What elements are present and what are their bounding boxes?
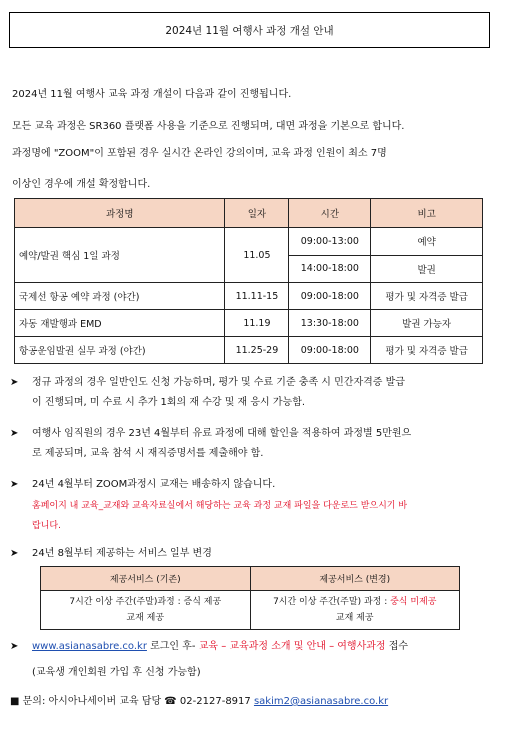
course-date: 11.11-15: [225, 283, 289, 310]
course-time: 14:00-18:00: [289, 255, 371, 283]
course-name: 국제선 항공 예약 과정 (야간): [15, 283, 225, 310]
course-note: 평가 및 자격증 발급: [371, 337, 483, 364]
bullet-line: 로 제공되며, 교육 참석 시 재직증명서를 제출해야 함.: [32, 448, 264, 459]
accept-text: 접수: [385, 641, 409, 652]
paragraph-zoom-text: 과정명에 "ZOOM"이 포함된 경우 실시간 온라인 강의이며, 교육 과정 인원이 최소 7명: [12, 148, 387, 159]
service-new-line: [253, 594, 458, 610]
bullet-item-general: [32, 373, 405, 413]
service-header-row: [41, 567, 460, 591]
signup-note: (교육생 개인회원 가입 후 신청 가능함): [32, 667, 201, 678]
arrow-bullet-icon: ➤: [10, 428, 19, 439]
course-date: 11.19: [225, 310, 289, 337]
course-note: 평가 및 자격증 발급: [371, 283, 483, 310]
website-link[interactable]: www.asianasabre.co.kr: [32, 641, 147, 652]
no-lunch-text: 중식 미제공: [390, 597, 437, 607]
table-row: [15, 337, 483, 364]
course-time: 13:30-18:00: [289, 310, 371, 337]
course-note: 예약: [371, 228, 483, 256]
intro-text: 2024년 11월 여행사 교육 과정 개설이 다음과 같이 진행됩니다.: [12, 89, 292, 100]
arrow-bullet-icon: ➤: [10, 479, 19, 490]
contact-label: ■ 문의: 아시아나세이버 교육 담당 ☎ 02-2127-8917: [10, 696, 254, 707]
arrow-bullet-icon: ➤: [10, 548, 19, 559]
login-text: 로그인 후-: [146, 641, 199, 652]
course-name: 자동 재발행과 EMD: [15, 310, 225, 337]
course-note: 발권: [371, 255, 483, 283]
bullet-item-discount: [32, 424, 411, 464]
menu-path-text: 교육 – 교육과정 소개 및 안내 – 여행사과정: [198, 641, 386, 652]
course-time: 09:00-13:00: [289, 228, 371, 256]
course-table: [14, 198, 483, 364]
table-header-row: [15, 199, 483, 228]
header-course: 과정명: [15, 199, 225, 228]
bullet-line: 정규 과정의 경우 일반인도 신청 가능하며, 평가 및 수료 기준 충족 시 민간자격증 발급: [32, 377, 405, 388]
notice-line: 랍니다.: [32, 521, 61, 531]
notice-line: 홈페이지 내 교육_교재와 교육자료실에서 해당하는 교육 과정 교재 파일을 다운로드 받으시기 바: [32, 501, 408, 511]
course-time: 09:00-18:00: [289, 337, 371, 364]
course-time: 09:00-18:00: [289, 283, 371, 310]
bullet-line: 이 진행되며, 미 수료 시 추가 1회의 재 수강 및 재 응시 가능함.: [32, 397, 306, 408]
course-date: 11.05: [225, 228, 289, 283]
bullet-item-service-change: 24년 8월부터 제공하는 서비스 일부 변경: [32, 548, 212, 559]
bullet-line: 여행사 임직원의 경우 23년 4월부터 유료 과정에 대해 할인을 적용하여 과정별 5만원으: [32, 428, 412, 439]
header-note: 비고: [371, 199, 483, 228]
service-old-line: 교재 제공: [126, 613, 165, 623]
apply-instruction: [32, 637, 408, 657]
header-date: 일자: [225, 199, 289, 228]
textbook-download-notice: [32, 496, 407, 536]
page-title: 2024년 11월 여행사 과정 개설 안내: [165, 24, 334, 37]
email-link[interactable]: sakim2@asianasabre.co.kr: [253, 696, 389, 707]
paragraph-zoom: [12, 144, 387, 159]
table-row: [15, 283, 483, 310]
contact-info: [10, 692, 388, 707]
table-row: [15, 228, 483, 256]
service-old-cell: [41, 591, 251, 630]
paragraph-confirm: 이상인 경우에 개설 확정합니다.: [12, 179, 151, 190]
service-new-cell: [250, 591, 460, 630]
service-new-line: 교재 제공: [335, 613, 374, 623]
table-row: [15, 310, 483, 337]
service-old-line: 7시간 이상 주간(주말)과정 : 증식 제공: [69, 597, 222, 607]
course-name: 항공운임발권 실무 과정 (야간): [15, 337, 225, 364]
header-time: 시간: [289, 199, 371, 228]
bullet-item-zoom-textbook: 24년 4월부터 ZOOM과정시 교재는 배송하지 않습니다.: [32, 479, 276, 490]
course-note: 발권 가능자: [371, 310, 483, 337]
arrow-bullet-icon: ➤: [10, 641, 19, 652]
course-date: 11.25-29: [225, 337, 289, 364]
service-table: [40, 566, 460, 630]
course-name: 예약/발권 핵심 1일 과정: [15, 228, 225, 283]
header-service-new: 제공서비스 (변경): [250, 567, 460, 591]
arrow-bullet-icon: ➤: [10, 377, 19, 388]
title-box: [9, 12, 490, 48]
service-row: [41, 591, 460, 630]
header-service-old: 제공서비스 (기존): [41, 567, 251, 591]
service-new-text: 7시간 이상 주간(주말) 과정 :: [273, 597, 391, 607]
paragraph-platform: 모든 교육 과정은 SR360 플랫폼 사용을 기준으로 진행되며, 대면 과정을 기본으로 합니다.: [12, 121, 405, 132]
